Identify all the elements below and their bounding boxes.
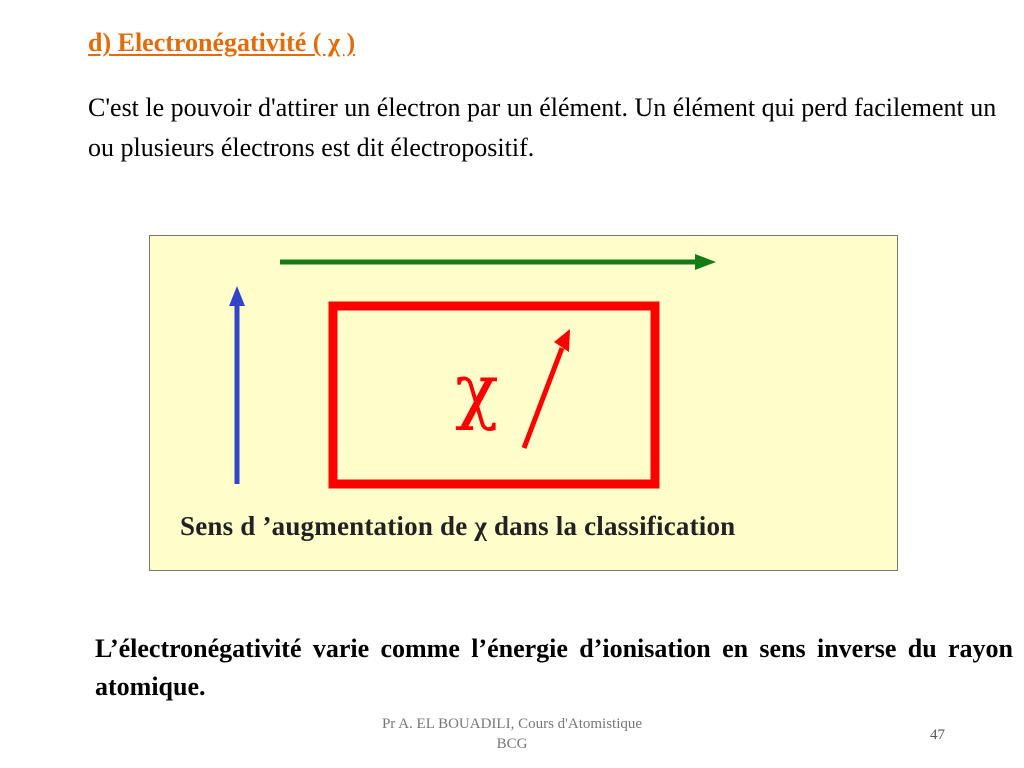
vertical-arrow-icon	[229, 286, 245, 484]
footer-credit	[352, 714, 672, 754]
page-number: 47	[930, 727, 945, 743]
figure-caption: Sens d ’augmentation de χ dans la classification	[180, 511, 736, 541]
conclusion-paragraph: L’électronégativité varie comme l’énergie d’ionisation en sens inverse du rayon atomique.	[95, 634, 1013, 701]
chi-symbol: χ	[455, 348, 499, 432]
horizontal-arrow-icon	[280, 254, 716, 270]
intro-paragraph: C'est le pouvoir d'attirer un électron par un élément. Un élément qui perd facilement un ou plusieurs électrons est dit électropositif.	[88, 93, 997, 162]
diagonal-arrow-icon	[524, 329, 570, 448]
footer-line-1: Pr A. EL BOUADILI, Cours d'Atomistique	[381, 716, 643, 732]
footer-line-2: BCG	[496, 736, 528, 752]
electronegativity-figure	[149, 235, 898, 571]
slide-title: d) Electronégativité ( χ )	[88, 28, 356, 57]
